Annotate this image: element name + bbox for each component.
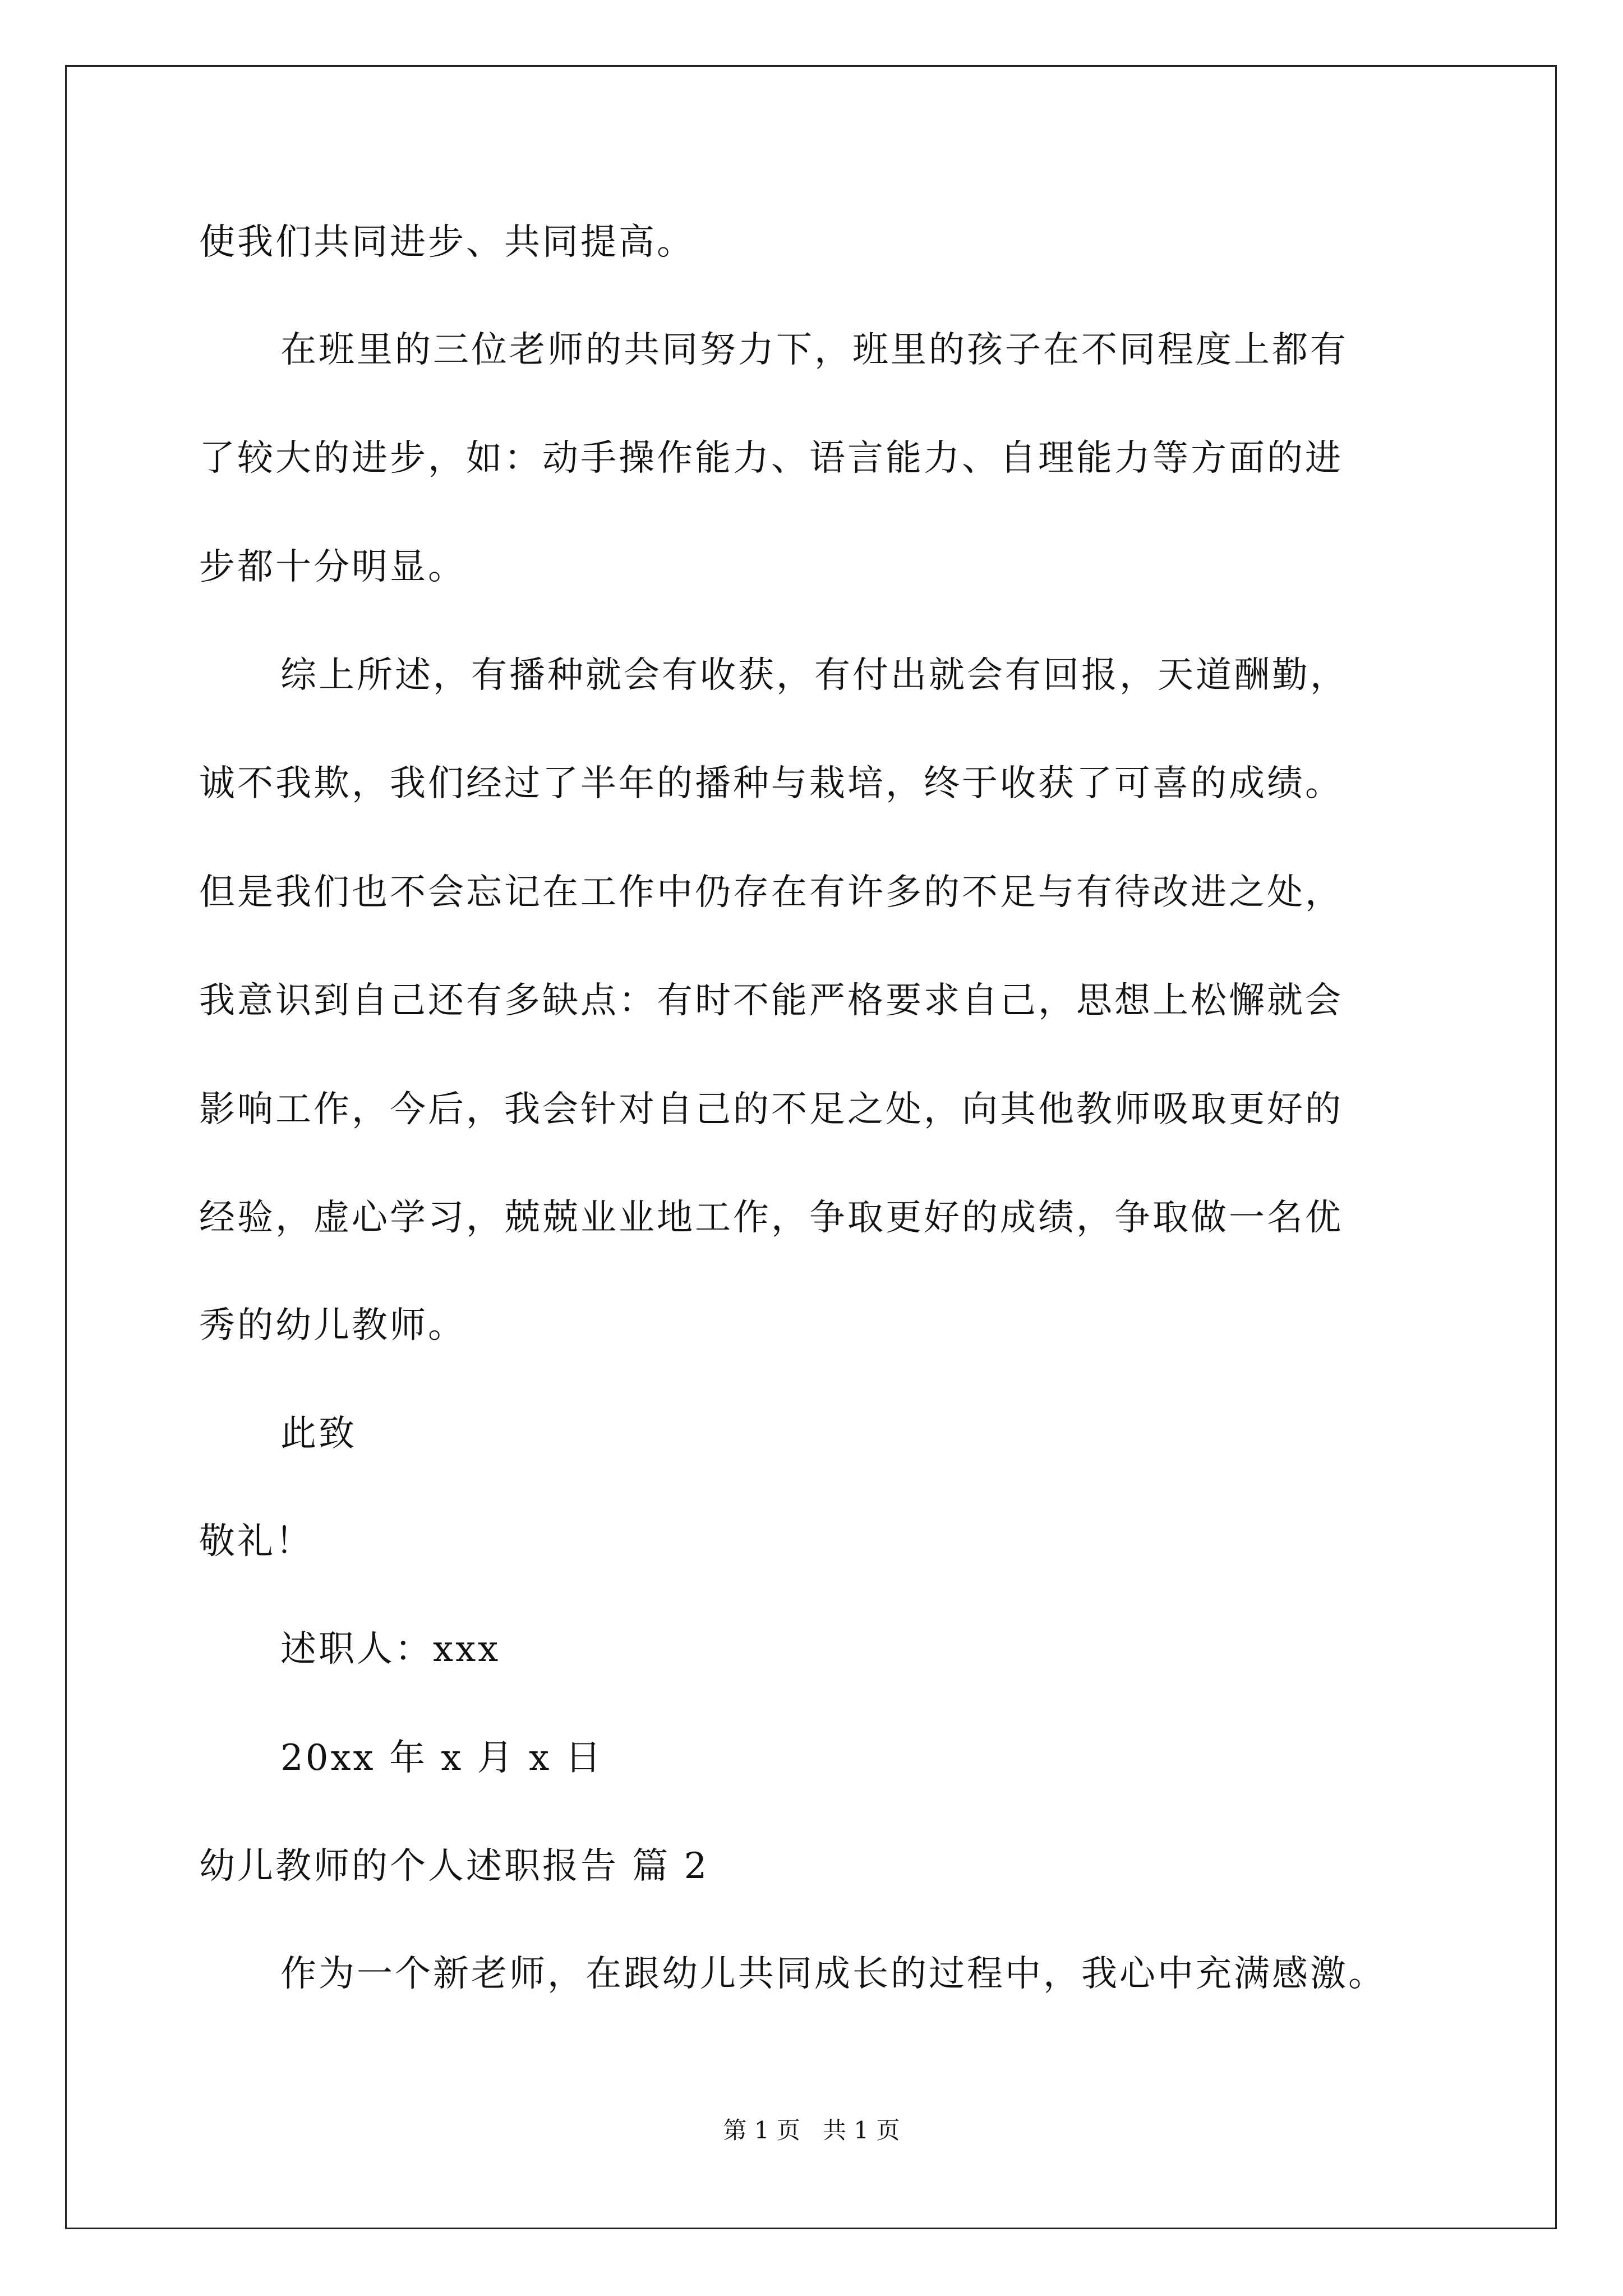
text-line-1: 使我们共同进步、共同提高。 (199, 222, 695, 263)
text-line-5: 综上所述，有播种就会有收获，有付出就会有回报，天道酬勤， (280, 655, 1348, 696)
page-number-footer: 第 1 页 共 1 页 (723, 2116, 900, 2144)
text-line-4: 步都十分明显。 (199, 546, 466, 588)
page-border (65, 65, 1557, 2229)
text-line-7: 但是我们也不会忘记在工作中仍存在有许多的不足与有待改进之处， (199, 872, 1343, 913)
closing-salutation: 此致 (280, 1413, 357, 1455)
text-line-3: 了较大的进步，如：动手操作能力、语言能力、自理能力等方面的进 (199, 438, 1343, 479)
text-line-10: 经验，虚心学习，兢兢业业地工作，争取更好的成绩，争取做一名优 (199, 1197, 1343, 1239)
reporter-name: 述职人：xxx (280, 1628, 501, 1670)
text-line-last: 作为一个新老师，在跟幼儿共同成长的过程中，我心中充满感激。 (280, 1953, 1386, 1995)
text-line-6: 诚不我欺，我们经过了半年的播种与栽培，终于收获了可喜的成绩。 (199, 763, 1343, 804)
report-date: 20xx 年 x 月 x 日 (280, 1737, 603, 1779)
section-heading: 幼儿教师的个人述职报告 篇 2 (199, 1846, 709, 1887)
text-line-8: 我意识到自己还有多缺点：有时不能严格要求自己，思想上松懈就会 (199, 980, 1343, 1022)
text-line-9: 影响工作，今后，我会针对自己的不足之处，向其他教师吸取更好的 (199, 1089, 1343, 1130)
text-line-11: 秀的幼儿教师。 (199, 1305, 466, 1346)
closing-respect: 敬礼！ (199, 1521, 313, 1562)
text-line-2: 在班里的三位老师的共同努力下，班里的孩子在不同程度上都有 (280, 329, 1348, 371)
